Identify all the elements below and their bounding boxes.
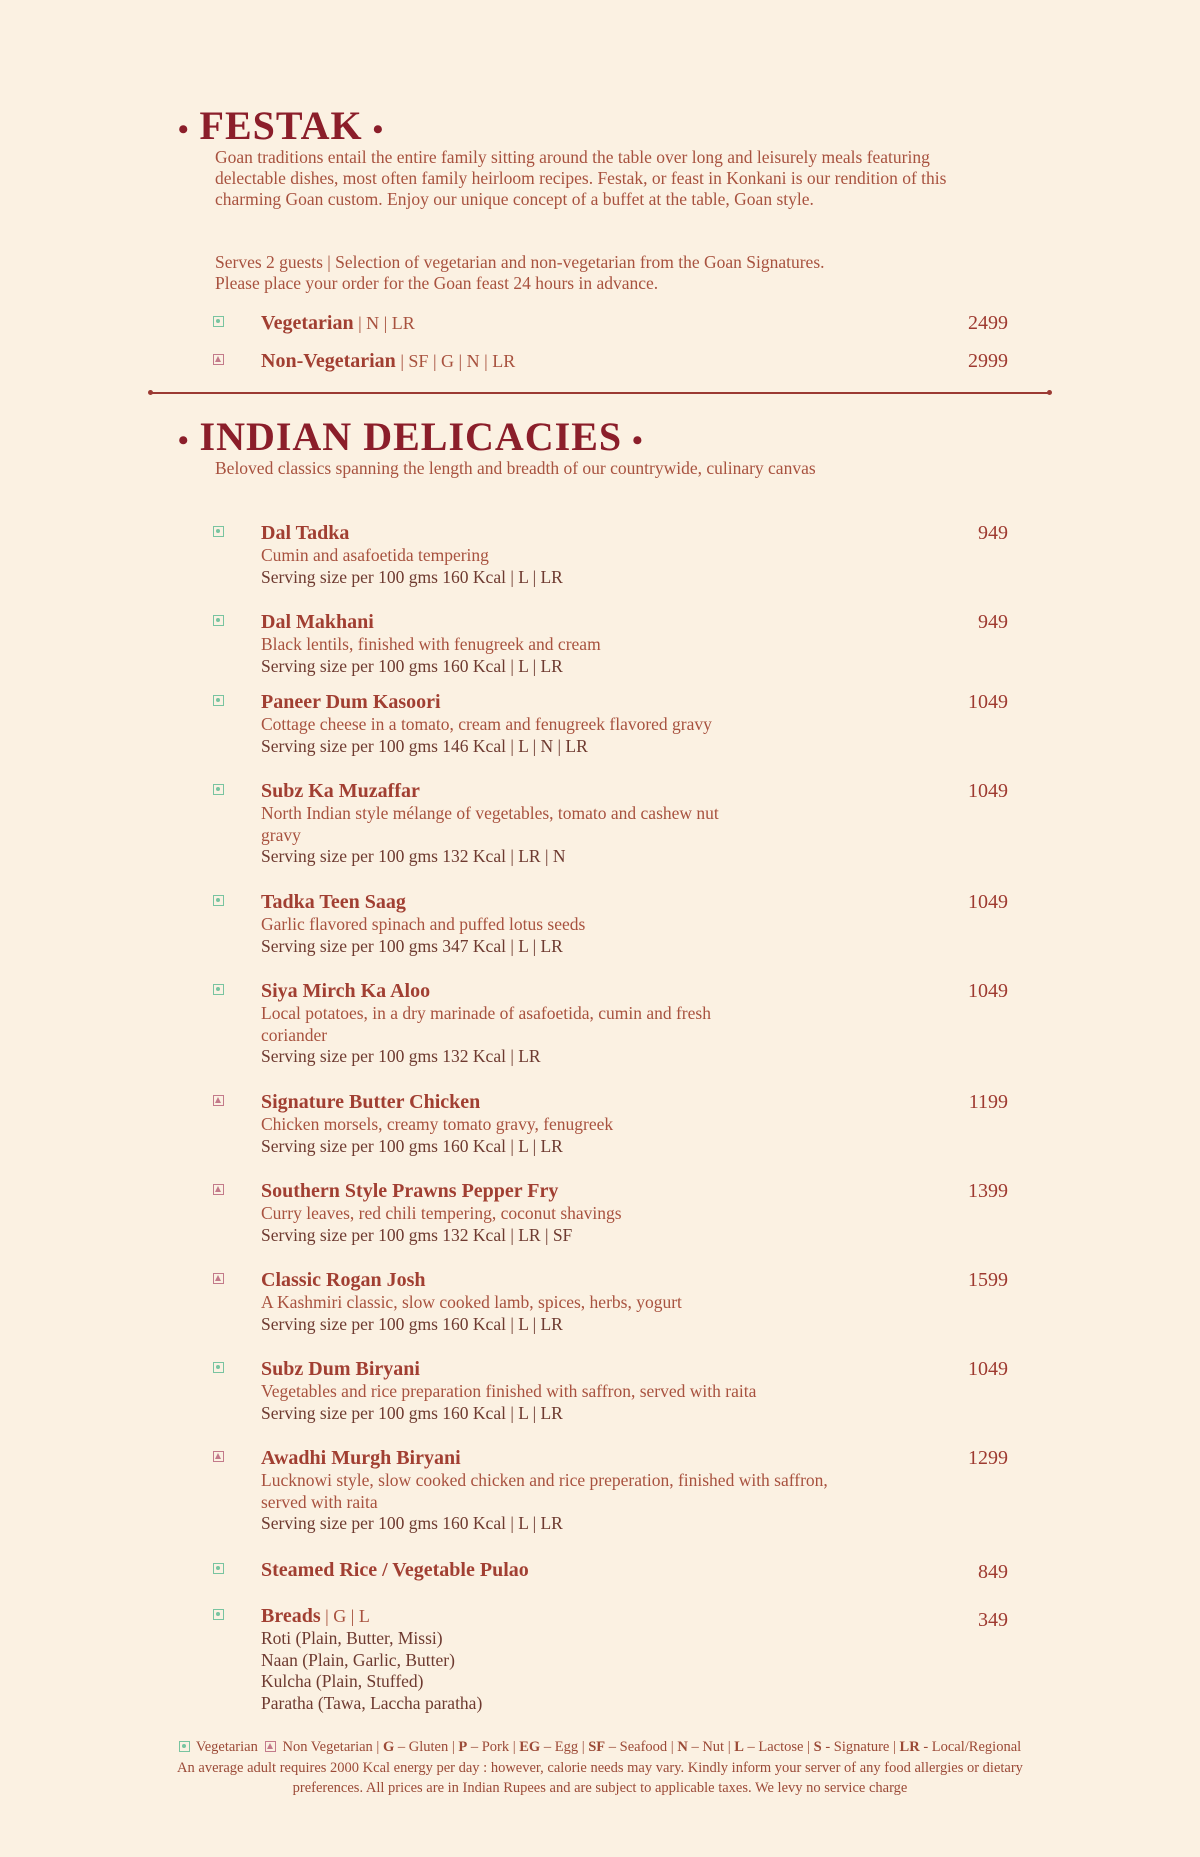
item-price: 2499 xyxy=(968,312,1008,334)
item-serving: Serving size per 100 gms 160 Kcal | L | LR xyxy=(261,655,563,676)
indian-delicacies-title: • INDIAN DELICACIES • xyxy=(178,414,644,459)
item-name: Southern Style Prawns Pepper Fry xyxy=(261,1180,559,1202)
item-description: Cottage cheese in a tomato, cream and fenugreek flavored gravy xyxy=(261,714,712,734)
item-price: 2999 xyxy=(968,350,1008,372)
festak-description: Goan traditions entail the entire family sitting around the table over long and leisurely meals featuring delectable dishes, most often family heirloom recipes. Festak, or feast in Konkani is our rendition of this charming Goan custom. Enjoy our unique concept of a buffet at the table, Goan style. xyxy=(215,147,947,209)
nonveg-icon xyxy=(265,1741,276,1752)
legend-value: – Nut | xyxy=(687,1739,735,1755)
item-name: Subz Dum Biryani xyxy=(261,1358,420,1380)
item-price: 1049 xyxy=(968,1358,1008,1380)
item-description: Garlic flavored spinach and puffed lotus seeds xyxy=(261,914,586,934)
item-serving: Serving size per 100 gms 132 Kcal | LR xyxy=(261,1046,541,1066)
item-price: 349 xyxy=(978,1609,1008,1631)
item-tags: | SF | G | N | LR xyxy=(395,351,516,371)
festak-note-line2: Please place your order for the Goan feast 24 hours in advance. xyxy=(215,273,659,293)
bread-option: Paratha (Tawa, Laccha paratha) xyxy=(261,1692,483,1713)
veg-icon xyxy=(213,695,224,706)
legend-veg-label: Vegetarian xyxy=(195,1739,258,1755)
item-serving: Serving size per 100 gms 160 Kcal | L | LR xyxy=(261,1135,563,1156)
item-price: 1199 xyxy=(968,1091,1008,1113)
item-price: 949 xyxy=(978,522,1008,544)
legend-value: – Egg | xyxy=(540,1739,589,1755)
item-description: Lucknowi style, slow cooked chicken and rice preperation, finished with saffron, served with raita xyxy=(261,1470,828,1512)
legend-key: G xyxy=(382,1739,395,1755)
item-name: Non-Vegetarian xyxy=(261,350,396,372)
footnote-line2: preferences. All prices are in Indian Rupees and are subject to applicable taxes. We levy no service charge xyxy=(292,1780,908,1796)
item-serving: Serving size per 100 gms 160 Kcal | L | LR xyxy=(261,566,563,587)
item-price: 849 xyxy=(978,1561,1008,1583)
item-name: Breads xyxy=(261,1605,321,1627)
festak-note-line1: Serves 2 guests | Selection of vegetarian and non-vegetarian from the Goan Signatures. xyxy=(215,252,825,272)
item-serving: Serving size per 100 gms 132 Kcal | LR | N xyxy=(261,846,566,866)
veg-icon xyxy=(213,526,224,537)
item-name: Dal Tadka xyxy=(261,522,350,544)
legend-nonveg-label: Non Vegetarian xyxy=(282,1739,373,1755)
veg-icon xyxy=(213,984,224,995)
nonveg-icon xyxy=(213,1095,224,1106)
dietary-legend: Vegetarian Non Vegetarian | G – Gluten | P – Pork | EG – Egg | SF – Seafood | N – Nut | L – Lactose | S - Signature | LR - Local/Regional xyxy=(0,1737,1200,1757)
legend-value: – Lactose | xyxy=(743,1739,814,1755)
item-name: Signature Butter Chicken xyxy=(261,1091,481,1113)
bread-option: Kulcha (Plain, Stuffed) xyxy=(261,1671,424,1691)
footnote-line1: An average adult requires 2000 Kcal energy per day : however, calorie needs may vary. Kindly inform your server of any food allergies or dietary xyxy=(177,1760,1023,1776)
item-description: Vegetables and rice preparation finished with saffron, served with raita xyxy=(261,1381,757,1401)
nonveg-icon xyxy=(213,1273,224,1284)
festak-title: • FESTAK • xyxy=(178,103,385,148)
legend-key: L xyxy=(734,1739,744,1755)
nonveg-icon xyxy=(213,354,224,365)
legend-key: EG xyxy=(519,1739,541,1755)
item-tags: | N | LR xyxy=(353,313,415,333)
indian-delicacies-description: Beloved classics spanning the length and breadth of our countrywide, culinary canvas xyxy=(215,458,816,478)
veg-icon xyxy=(213,1609,224,1620)
section-divider xyxy=(150,392,1050,394)
legend-value: – Seafood | xyxy=(605,1739,678,1755)
item-name: Subz Ka Muzaffar xyxy=(261,780,420,802)
nonveg-icon xyxy=(213,1184,224,1195)
legend-value: - Local/Regional xyxy=(919,1739,1022,1755)
item-price: 1599 xyxy=(968,1269,1008,1291)
item-name: Paneer Dum Kasoori xyxy=(261,691,441,713)
item-description: Local potatoes, in a dry marinade of asafoetida, cumin and fresh coriander xyxy=(261,1003,711,1045)
veg-icon xyxy=(213,316,224,327)
legend-key: N xyxy=(677,1739,688,1755)
legend-key: P xyxy=(458,1739,468,1755)
veg-icon xyxy=(213,615,224,626)
item-serving: Serving size per 100 gms 347 Kcal | L | LR xyxy=(261,935,563,956)
item-tags: | G | L xyxy=(320,1606,370,1626)
veg-icon xyxy=(213,895,224,906)
item-description: North Indian style mélange of vegetables, tomato and cashew nut gravy xyxy=(261,803,719,845)
item-name: Dal Makhani xyxy=(261,611,374,633)
legend-key: S xyxy=(813,1739,822,1755)
festak-note xyxy=(215,252,975,294)
item-price: 949 xyxy=(978,611,1008,633)
item-description: Cumin and asafoetida tempering xyxy=(261,545,489,565)
item-description: Curry leaves, red chili tempering, coconut shavings xyxy=(261,1203,622,1223)
item-price: 1049 xyxy=(968,691,1008,713)
veg-icon xyxy=(179,1741,190,1752)
item-serving: Serving size per 100 gms 132 Kcal | LR | SF xyxy=(261,1224,573,1245)
item-price: 1049 xyxy=(968,980,1008,1002)
item-price: 1049 xyxy=(968,780,1008,802)
item-price: 1399 xyxy=(968,1180,1008,1202)
item-serving: Serving size per 100 gms 146 Kcal | L | N | LR xyxy=(261,735,588,756)
item-serving: Serving size per 100 gms 160 Kcal | L | LR xyxy=(261,1402,563,1423)
item-price: 1049 xyxy=(968,891,1008,913)
veg-icon xyxy=(213,1563,224,1574)
legend-value: - Signature | xyxy=(821,1739,900,1755)
item-description: A Kashmiri classic, slow cooked lamb, spices, herbs, yogurt xyxy=(261,1292,682,1312)
legend-key: SF xyxy=(588,1739,606,1755)
veg-icon xyxy=(213,784,224,795)
legend-value: – Pork | xyxy=(467,1739,520,1755)
item-name: Siya Mirch Ka Aloo xyxy=(261,980,431,1002)
item-name: Awadhi Murgh Biryani xyxy=(261,1447,461,1469)
veg-icon xyxy=(213,1362,224,1373)
legend-key: LR xyxy=(899,1739,920,1755)
bread-option: Roti (Plain, Butter, Missi) xyxy=(261,1628,443,1648)
item-serving: Serving size per 100 gms 160 Kcal | L | LR xyxy=(261,1313,563,1334)
bread-option: Naan (Plain, Garlic, Butter) xyxy=(261,1649,455,1670)
item-name: Classic Rogan Josh xyxy=(261,1269,426,1291)
item-name: Steamed Rice / Vegetable Pulao xyxy=(261,1559,529,1581)
item-name: Tadka Teen Saag xyxy=(261,891,406,913)
item-description: Black lentils, finished with fenugreek and cream xyxy=(261,634,601,654)
legend-value: – Gluten | xyxy=(394,1739,459,1755)
item-name: Vegetarian xyxy=(261,312,354,334)
item-serving: Serving size per 100 gms 160 Kcal | L | LR xyxy=(261,1513,563,1533)
item-description: Chicken morsels, creamy tomato gravy, fenugreek xyxy=(261,1114,614,1134)
nonveg-icon xyxy=(213,1451,224,1462)
item-price: 1299 xyxy=(968,1447,1008,1469)
